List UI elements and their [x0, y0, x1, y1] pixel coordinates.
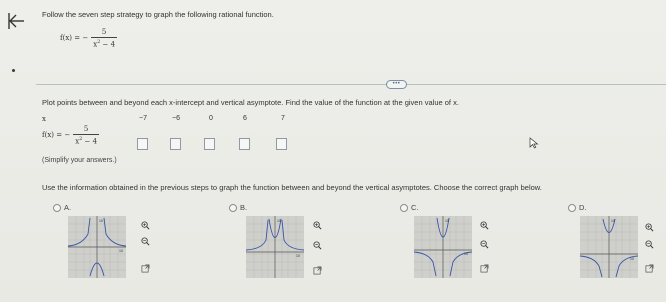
choice-a[interactable]: A.: [53, 203, 71, 212]
graph-c[interactable]: [414, 216, 472, 278]
answer-input-x-6[interactable]: [239, 138, 250, 150]
svg-text:10: 10: [630, 257, 634, 261]
expand-icon[interactable]: [141, 264, 150, 273]
svg-text:10: 10: [611, 219, 615, 223]
graph-d[interactable]: [580, 216, 638, 278]
more-button[interactable]: •••: [386, 80, 407, 89]
radio-d[interactable]: [568, 204, 576, 212]
fx-row-label: f(x) = − $\frac{5}{x^2 - 4}$: [42, 125, 98, 146]
answer-input-x-neg7[interactable]: [137, 138, 148, 150]
pointer-cursor-icon: [529, 137, 539, 149]
zoom-out-icon[interactable]: [141, 237, 150, 246]
answer-input-x-7[interactable]: [276, 138, 287, 150]
plot-instruction: Plot points between and beyond each x-intercept and vertical asymptote. Find the value of the function at the given value of x.: [42, 98, 459, 107]
svg-text:10: 10: [445, 219, 449, 223]
zoom-out-icon[interactable]: [645, 240, 654, 249]
back-arrow-icon[interactable]: [6, 10, 26, 32]
choice-c[interactable]: C.: [400, 203, 419, 212]
bullet-dot: [12, 69, 15, 72]
answer-input-x-neg6[interactable]: [170, 138, 181, 150]
expand-icon[interactable]: [645, 264, 654, 273]
x-value: 6: [243, 115, 247, 122]
zoom-in-icon[interactable]: [480, 221, 489, 230]
expand-icon[interactable]: [480, 264, 489, 273]
svg-text:10: 10: [464, 252, 468, 256]
function-numerator: 5: [101, 28, 107, 36]
zoom-in-icon[interactable]: [313, 221, 322, 230]
x-column-label: x: [42, 115, 46, 123]
zoom-in-icon[interactable]: [645, 223, 654, 232]
svg-text:10: 10: [277, 219, 281, 223]
section-divider: [36, 84, 666, 85]
simplify-note: (Simplify your answers.): [42, 157, 117, 164]
zoom-out-icon[interactable]: [313, 241, 322, 250]
svg-text:10: 10: [119, 249, 123, 253]
x-value: −6: [172, 115, 180, 122]
function-denominator: $x^2 - 4$: [93, 38, 116, 49]
instruction-text: Follow the seven step strategy to graph the following rational function.: [42, 10, 274, 19]
answer-input-x-0[interactable]: [204, 138, 215, 150]
choice-b[interactable]: B.: [229, 203, 247, 212]
graph-b[interactable]: [246, 216, 304, 278]
function-definition: [60, 28, 117, 48]
x-value: 0: [209, 115, 213, 122]
x-value: 7: [281, 115, 285, 122]
svg-text:10: 10: [99, 219, 103, 223]
choice-d[interactable]: D.: [568, 203, 587, 212]
use-info-instruction: Use the information obtained in the previous steps to graph the function between and beyond the vertical asymptotes. Choose the correct graph below.: [42, 183, 542, 192]
function-fraction: [91, 28, 117, 48]
graph-a[interactable]: [68, 216, 126, 278]
x-value: −7: [139, 115, 147, 122]
zoom-out-icon[interactable]: [480, 240, 489, 249]
svg-text:10: 10: [296, 254, 300, 258]
radio-a[interactable]: [53, 204, 61, 212]
function-lhs: f(x) = −: [60, 34, 89, 43]
zoom-in-icon[interactable]: [141, 221, 150, 230]
expand-icon[interactable]: [313, 266, 322, 275]
radio-c[interactable]: [400, 204, 408, 212]
radio-b[interactable]: [229, 204, 237, 212]
